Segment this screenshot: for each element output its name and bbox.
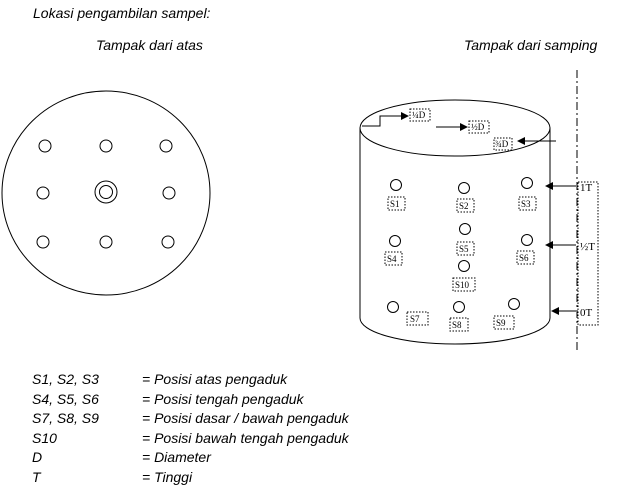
sample-hole-s2 [459, 183, 470, 194]
legend-value: = Posisi tengah pengaduk [142, 390, 304, 407]
label-0t: 0T [580, 307, 593, 319]
legend-value: = Posisi bawah tengah pengaduk [142, 429, 349, 446]
s2-label: S2 [459, 201, 469, 211]
sample-hole-s7 [388, 302, 399, 313]
sample-hole-s9 [509, 299, 520, 310]
legend-key: T [32, 468, 41, 485]
sample-hole-top [100, 236, 112, 248]
s6-label: S6 [519, 253, 529, 263]
sample-hole-s8 [454, 302, 465, 313]
side-view-label: Tampak dari samping [464, 37, 598, 53]
sample-hole-top [37, 187, 49, 199]
three-quarter-d-label: ¾D [495, 139, 509, 149]
legend-value: = Posisi dasar / bawah pengaduk [142, 410, 349, 426]
sample-hole-top [100, 140, 112, 152]
legend-key: S7, S8, S9 [32, 410, 99, 426]
half-d-label: ½D [471, 122, 485, 132]
top-view [2, 91, 210, 295]
sample-hole-top [160, 140, 172, 152]
legend-value: = Tinggi [142, 468, 193, 485]
s10-label: S10 [455, 280, 470, 290]
s3-label: S3 [521, 199, 531, 209]
s9-label: S9 [496, 318, 506, 328]
legend-value: = Posisi atas pengaduk [142, 371, 288, 387]
legend-row [32, 370, 349, 390]
arrow-quarter-d [362, 116, 408, 126]
quarter-d-label: ¼D [412, 110, 426, 120]
sample-hole-s3 [522, 178, 533, 189]
agitator-shaft-outer [95, 181, 117, 203]
legend-key: S1, S2, S3 [32, 371, 99, 387]
sample-hole-top [37, 236, 49, 248]
legend-row [32, 468, 349, 488]
s4-label: S4 [387, 254, 397, 264]
label-1t: 1T [580, 182, 593, 194]
sample-hole-s1 [391, 180, 402, 191]
s1-label: S1 [390, 199, 400, 209]
legend-row [32, 409, 349, 429]
tank-top-ellipse [360, 100, 550, 156]
sample-hole-s6 [522, 235, 533, 246]
agitator-shaft-inner [100, 186, 113, 199]
legend-value: = Diameter [142, 449, 211, 465]
legend [32, 370, 349, 487]
top-view-label: Tampak dari atas [96, 37, 203, 53]
tank-top-outline [2, 91, 210, 295]
legend-row [32, 448, 349, 468]
sample-hole-top [162, 236, 174, 248]
sample-hole-top [163, 187, 175, 199]
height-marker-box [578, 182, 598, 325]
label-half-t: ½T [580, 241, 595, 253]
diagram-title: Lokasi pengambilan sampel: [33, 5, 211, 21]
sample-hole-s5 [460, 224, 471, 235]
sample-hole-s10 [459, 261, 470, 272]
legend-row [32, 390, 349, 410]
s5-label: S5 [459, 244, 469, 254]
s7-label: S7 [410, 314, 420, 324]
legend-key: S4, S5, S6 [32, 390, 99, 407]
legend-key: S10 [32, 429, 57, 446]
legend-key: D [32, 449, 43, 465]
s8-label: S8 [452, 320, 462, 330]
sample-hole-s4 [390, 236, 401, 247]
legend-row [32, 429, 349, 449]
sample-hole-top [39, 140, 51, 152]
side-view [360, 70, 598, 350]
